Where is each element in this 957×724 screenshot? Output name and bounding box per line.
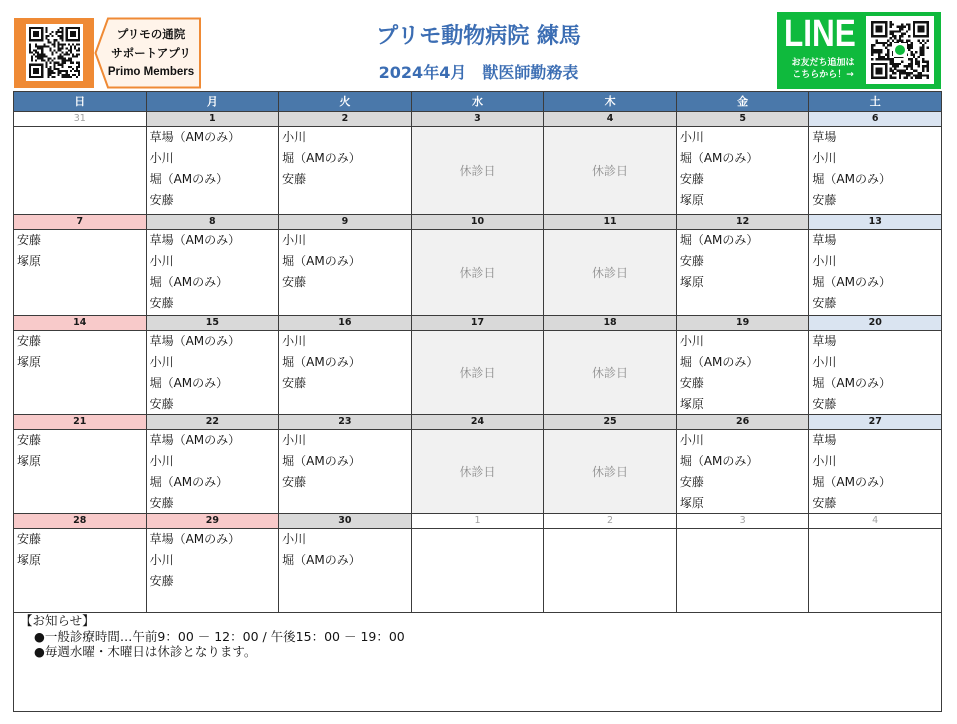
page-title: プリモ動物病院 練馬 <box>376 24 581 49</box>
staff-entry: 安藤 <box>149 296 174 310</box>
closed-day-label: 休診日 <box>459 465 496 479</box>
day-cell <box>412 430 545 514</box>
staff-entry: 堀（AMのみ） <box>282 151 361 165</box>
staff-entry: 安藤 <box>17 233 42 247</box>
day-cell <box>14 331 147 415</box>
day-cell <box>412 230 545 316</box>
date-cell: 1 <box>412 514 545 529</box>
day-cell <box>14 430 147 514</box>
day-cell <box>147 127 280 215</box>
closed-day-label: 休診日 <box>592 266 629 280</box>
staff-entry: 安藤 <box>149 574 174 588</box>
day-cell <box>147 230 280 316</box>
date-cell: 29 <box>147 514 280 529</box>
date-cell: 16 <box>279 316 412 331</box>
staff-entry: 安藤 <box>282 172 307 186</box>
day-cell <box>544 331 677 415</box>
staff-entry: 塚原 <box>679 397 704 411</box>
day-cell <box>544 430 677 514</box>
day-cell <box>147 331 280 415</box>
closed-day-label: 休診日 <box>459 164 496 178</box>
date-cell: 24 <box>412 415 545 430</box>
staff-entry: 安藤 <box>679 475 704 489</box>
staff-entry: 堀（AMのみ） <box>679 151 759 165</box>
weekday-header: 水 <box>412 92 545 112</box>
date-cell: 2 <box>279 112 412 127</box>
staff-entry: 堀（AMのみ） <box>282 254 361 268</box>
day-cell <box>412 331 545 415</box>
day-cell <box>279 430 412 514</box>
notice-item-closed-days: ●毎週水曜・木曜日は休診となります。 <box>34 644 257 659</box>
staff-entry: 安藤 <box>282 475 307 489</box>
notice-item-hours: ●一般診療時間…午前9：00 － 12：00 / 午後15：00 － 19：00 <box>34 628 405 644</box>
line-banner-line2: こちらから！→ <box>792 70 854 80</box>
day-cell <box>809 331 942 415</box>
staff-entry: 堀（AMのみ） <box>679 454 759 468</box>
staff-entry: 堀（AMのみ） <box>149 275 229 289</box>
staff-entry: 草場（AMのみ） <box>149 334 241 348</box>
staff-entry: 塚原 <box>679 496 704 510</box>
date-cell: 7 <box>14 215 147 230</box>
date-cell: 14 <box>14 316 147 331</box>
line-add-friend-banner[interactable] <box>777 12 941 89</box>
staff-entry: 安藤 <box>17 334 42 348</box>
staff-entry: 小川 <box>679 130 704 144</box>
staff-entry: 小川 <box>282 334 307 348</box>
day-cell <box>14 230 147 316</box>
staff-entry: 小川 <box>812 454 837 468</box>
date-cell: 3 <box>412 112 545 127</box>
date-cell: 21 <box>14 415 147 430</box>
app-badge-app-name: Primo Members <box>107 65 195 78</box>
staff-entry: 安藤 <box>149 397 174 411</box>
day-cell <box>544 127 677 215</box>
staff-entry: 小川 <box>149 254 174 268</box>
date-cell: 19 <box>677 316 810 331</box>
staff-entry: 安藤 <box>679 254 704 268</box>
day-cell <box>279 230 412 316</box>
weekday-header: 月 <box>147 92 280 112</box>
staff-entry: 小川 <box>282 233 307 247</box>
closed-day-label: 休診日 <box>592 164 629 178</box>
staff-entry: 小川 <box>149 454 174 468</box>
weekday-header: 土 <box>809 92 942 112</box>
staff-entry: 堀（AMのみ） <box>679 355 759 369</box>
staff-entry: 安藤 <box>679 376 704 390</box>
date-cell: 9 <box>279 215 412 230</box>
date-cell: 5 <box>677 112 810 127</box>
staff-entry: 塚原 <box>17 454 42 468</box>
staff-entry: 小川 <box>149 553 174 567</box>
staff-entry: 安藤 <box>149 193 174 207</box>
staff-entry: 堀（AMのみ） <box>149 475 229 489</box>
date-cell: 12 <box>677 215 810 230</box>
weekday-header: 金 <box>677 92 810 112</box>
date-cell: 20 <box>809 316 942 331</box>
line-banner-line1: お友だち追加は <box>791 58 855 68</box>
day-cell <box>279 331 412 415</box>
weekday-header: 日 <box>14 92 147 112</box>
staff-entry: 小川 <box>812 355 837 369</box>
staff-entry: 安藤 <box>282 376 307 390</box>
date-cell: 4 <box>544 112 677 127</box>
app-badge-line1: プリモの通院 <box>116 26 186 41</box>
staff-entry: 草場（AMのみ） <box>149 532 241 546</box>
schedule-calendar <box>13 91 942 613</box>
day-cell <box>147 430 280 514</box>
day-cell <box>809 230 942 316</box>
day-cell <box>677 529 810 613</box>
staff-entry: 安藤 <box>149 496 174 510</box>
day-cell <box>279 127 412 215</box>
staff-entry: 安藤 <box>679 172 704 186</box>
staff-entry: 堀（AMのみ） <box>282 553 361 567</box>
day-cell <box>147 529 280 613</box>
day-cell <box>677 430 810 514</box>
date-cell: 22 <box>147 415 280 430</box>
line-logo-icon <box>893 43 907 57</box>
staff-entry: 堀（AMのみ） <box>812 475 891 489</box>
closed-day-label: 休診日 <box>592 465 629 479</box>
staff-entry: 安藤 <box>812 296 837 310</box>
date-cell: 10 <box>412 215 545 230</box>
closed-day-label: 休診日 <box>592 366 629 380</box>
staff-entry: 安藤 <box>17 532 42 546</box>
staff-entry: 安藤 <box>282 275 307 289</box>
date-cell: 13 <box>809 215 942 230</box>
day-cell <box>14 127 147 215</box>
staff-entry: 塚原 <box>679 193 704 207</box>
staff-entry: 堀（AMのみ） <box>812 376 891 390</box>
staff-entry: 小川 <box>812 151 837 165</box>
app-badge-line2: サポートアプリ <box>111 45 191 60</box>
staff-entry: 草場 <box>812 130 837 144</box>
staff-entry: 小川 <box>282 433 307 447</box>
staff-entry: 安藤 <box>812 496 837 510</box>
closed-day-label: 休診日 <box>459 366 496 380</box>
line-qr-frame <box>866 16 934 84</box>
staff-entry: 安藤 <box>812 193 837 207</box>
date-cell: 6 <box>809 112 942 127</box>
day-cell <box>677 127 810 215</box>
date-cell: 18 <box>544 316 677 331</box>
date-cell: 2 <box>544 514 677 529</box>
date-cell: 28 <box>14 514 147 529</box>
day-cell <box>279 529 412 613</box>
day-cell <box>677 331 810 415</box>
staff-entry: 小川 <box>679 433 704 447</box>
staff-entry: 小川 <box>282 532 307 546</box>
date-cell: 30 <box>279 514 412 529</box>
notice-box <box>13 613 942 712</box>
date-cell: 27 <box>809 415 942 430</box>
staff-entry: 小川 <box>149 355 174 369</box>
weekday-header: 火 <box>279 92 412 112</box>
staff-entry: 堀（AMのみ） <box>812 172 891 186</box>
day-cell <box>809 127 942 215</box>
day-cell <box>809 430 942 514</box>
date-cell: 3 <box>677 514 810 529</box>
staff-entry: 堀（AMのみ） <box>282 454 361 468</box>
staff-entry: 小川 <box>812 254 837 268</box>
staff-entry: 草場 <box>812 233 837 247</box>
staff-entry: 塚原 <box>17 355 42 369</box>
date-cell: 25 <box>544 415 677 430</box>
date-cell: 23 <box>279 415 412 430</box>
staff-entry: 堀（AMのみ） <box>149 376 229 390</box>
date-cell: 31 <box>14 112 147 127</box>
staff-entry: 草場（AMのみ） <box>149 130 241 144</box>
date-cell: 11 <box>544 215 677 230</box>
staff-entry: 塚原 <box>679 275 704 289</box>
date-cell: 15 <box>147 316 280 331</box>
staff-entry: 塚原 <box>17 254 42 268</box>
staff-entry: 堀（AMのみ） <box>149 172 229 186</box>
date-cell: 4 <box>809 514 942 529</box>
day-cell <box>544 230 677 316</box>
date-cell: 17 <box>412 316 545 331</box>
staff-entry: 安藤 <box>812 397 837 411</box>
staff-entry: 堀（AMのみ） <box>679 233 759 247</box>
weekday-header: 木 <box>544 92 677 112</box>
staff-entry: 塚原 <box>17 553 42 567</box>
staff-entry: 草場 <box>812 334 837 348</box>
staff-entry: 小川 <box>282 130 307 144</box>
staff-entry: 草場（AMのみ） <box>149 433 241 447</box>
staff-entry: 草場（AMのみ） <box>149 233 241 247</box>
day-cell <box>809 529 942 613</box>
day-cell <box>412 127 545 215</box>
date-cell: 8 <box>147 215 280 230</box>
line-banner-text <box>781 57 865 81</box>
staff-entry: 堀（AMのみ） <box>282 355 361 369</box>
closed-day-label: 休診日 <box>459 266 496 280</box>
page-subtitle: 2024年4月 獣医師勤務表 <box>378 63 579 82</box>
staff-entry: 安藤 <box>17 433 42 447</box>
day-cell <box>677 230 810 316</box>
day-cell <box>544 529 677 613</box>
date-cell: 1 <box>147 112 280 127</box>
staff-entry: 小川 <box>679 334 704 348</box>
staff-entry: 草場 <box>812 433 837 447</box>
line-logo: LINE <box>784 13 856 55</box>
date-cell: 26 <box>677 415 810 430</box>
staff-entry: 小川 <box>149 151 174 165</box>
day-cell <box>412 529 545 613</box>
day-cell <box>14 529 147 613</box>
notice-title: 【お知らせ】 <box>20 613 95 628</box>
staff-entry: 堀（AMのみ） <box>812 275 891 289</box>
